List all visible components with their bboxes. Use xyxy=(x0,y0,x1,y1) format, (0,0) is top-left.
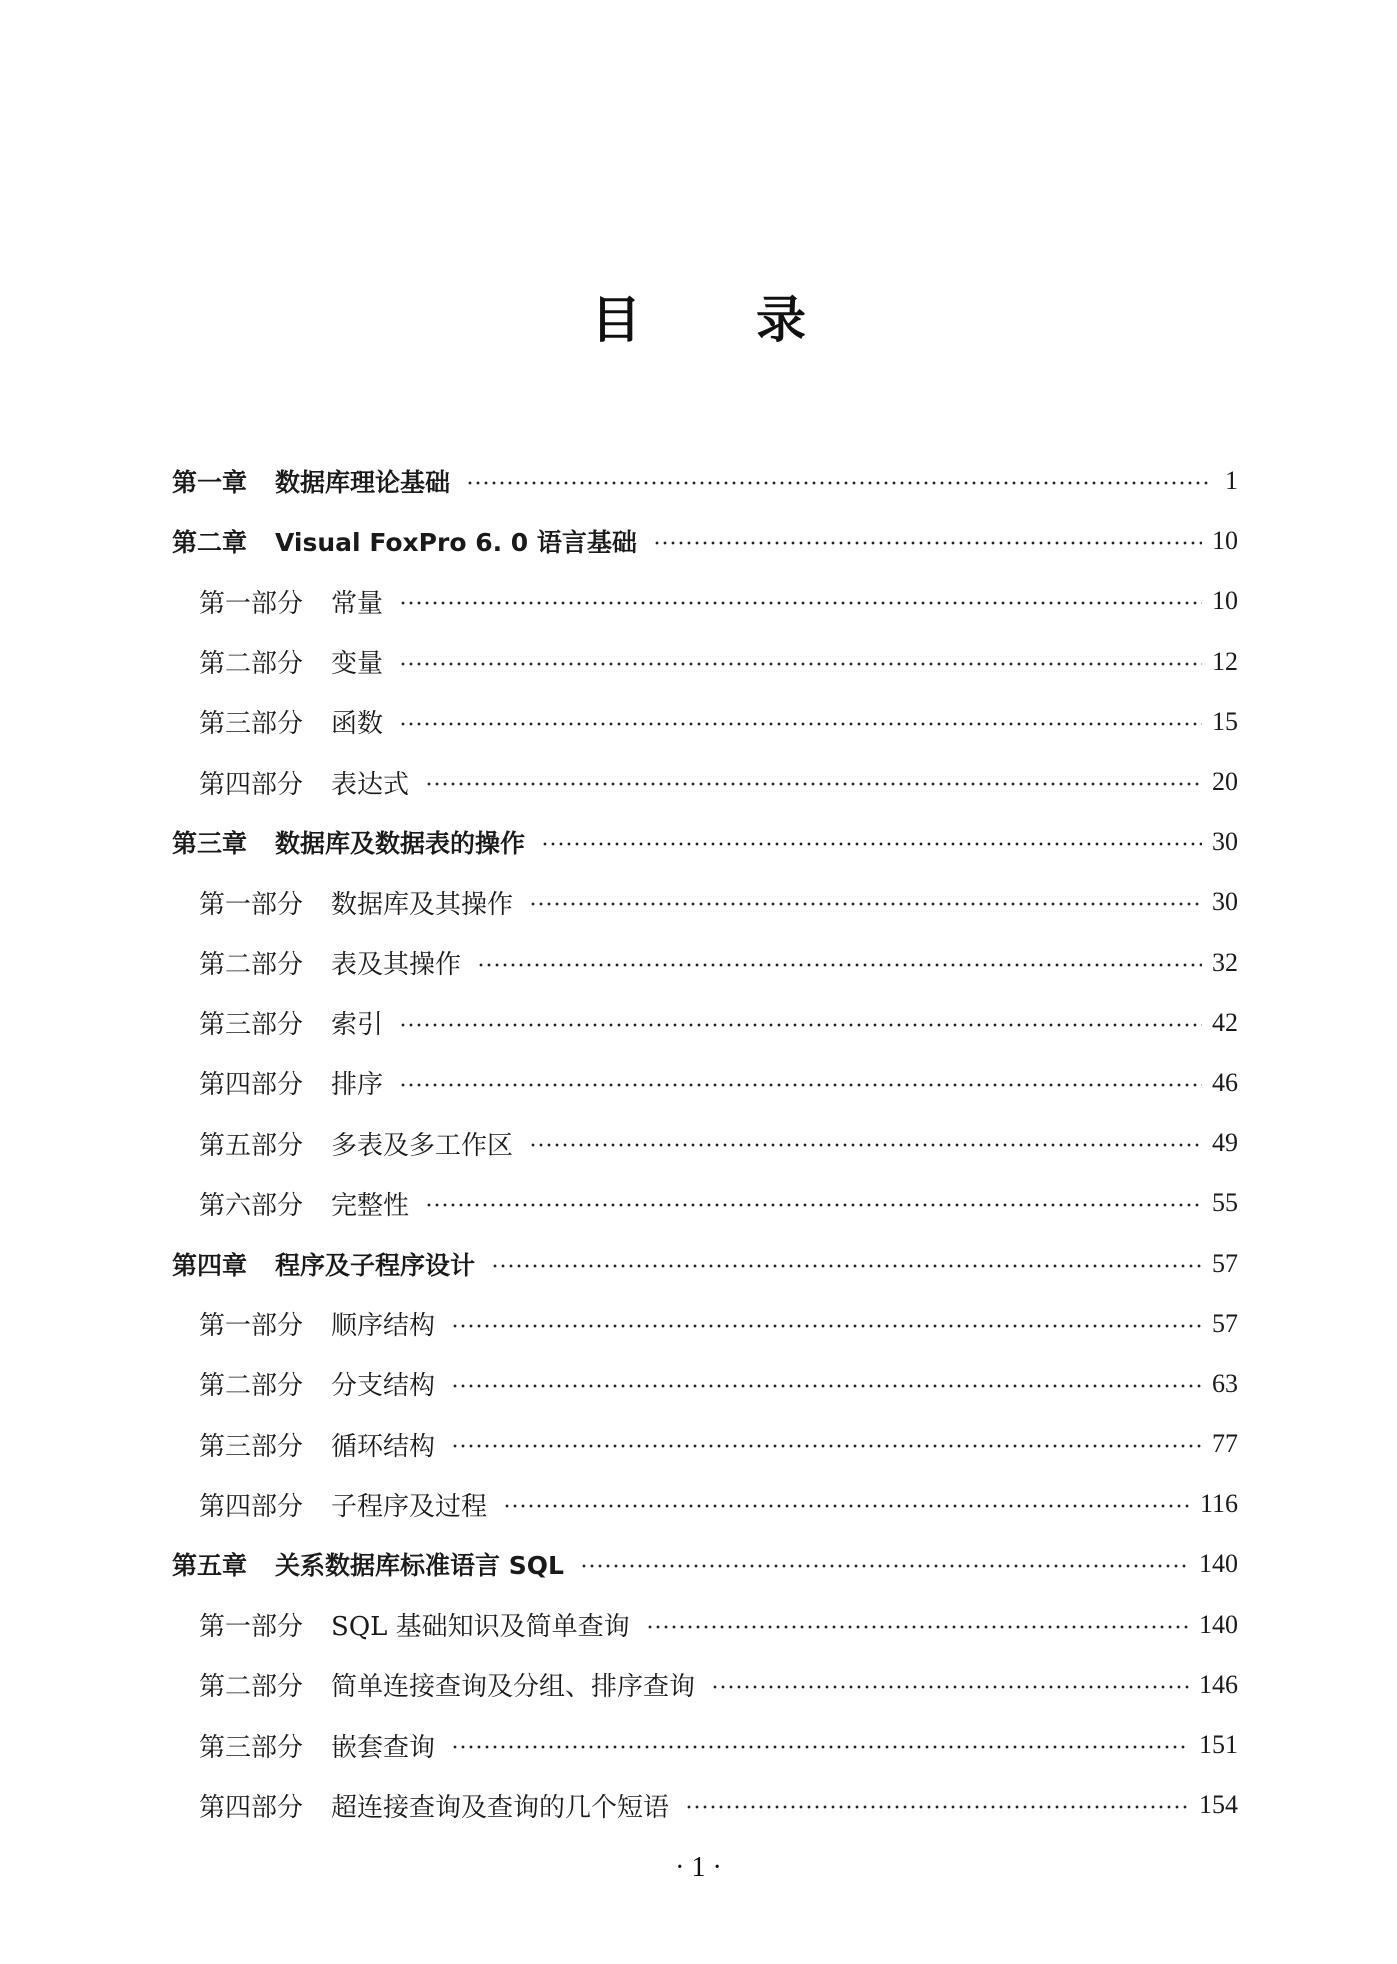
dot-leader xyxy=(477,963,1202,967)
toc-part-row[interactable] xyxy=(172,1354,1238,1414)
toc-entry-title: 数据库及其操作 xyxy=(331,889,514,920)
dot-leader xyxy=(451,1384,1202,1388)
toc-entry-title: 表及其操作 xyxy=(331,950,462,981)
toc-part-row[interactable] xyxy=(172,1595,1238,1655)
dot-leader xyxy=(653,541,1202,545)
toc-part-row[interactable] xyxy=(172,1294,1238,1354)
toc-entry-number: 第四部分 xyxy=(199,1792,304,1823)
page-title xyxy=(0,280,1397,352)
toc-page-number: 10 xyxy=(1212,586,1238,616)
toc-entry-number: 第三部分 xyxy=(199,1732,304,1763)
toc-chapter-row[interactable] xyxy=(172,511,1238,571)
toc-page-number: 12 xyxy=(1212,646,1238,676)
toc-page-number: 46 xyxy=(1212,1067,1238,1097)
toc-entry-number: 第一部分 xyxy=(199,1612,304,1643)
toc-page-number: 57 xyxy=(1212,1308,1238,1338)
dot-leader xyxy=(541,842,1202,846)
dot-leader xyxy=(451,1324,1202,1328)
toc-entry-title: 超连接查询及查询的几个短语 xyxy=(331,1792,670,1823)
toc-entry-title: 顺序结构 xyxy=(331,1311,436,1342)
toc-entry-number: 第四部分 xyxy=(199,1070,304,1101)
dot-leader xyxy=(425,1203,1202,1207)
dot-leader xyxy=(451,1444,1202,1448)
toc-page-number: 57 xyxy=(1212,1248,1238,1278)
toc-page-number: 32 xyxy=(1212,947,1238,977)
toc-entry-title: 简单连接查询及分组、排序查询 xyxy=(331,1672,696,1703)
title-char-2: 录 xyxy=(756,291,806,349)
toc-entry-number: 第一部分 xyxy=(199,1311,304,1342)
toc-entry-number: 第二部分 xyxy=(199,1371,304,1402)
page-footer-number: · 1 · xyxy=(675,1852,722,1883)
toc-part-row[interactable] xyxy=(172,571,1238,631)
toc-entry-number: 第二部分 xyxy=(199,950,304,981)
toc-page-number: 49 xyxy=(1212,1128,1238,1158)
toc-chapter-row[interactable] xyxy=(172,812,1238,872)
toc-page-number: 15 xyxy=(1212,706,1238,736)
toc-page-number: 146 xyxy=(1199,1669,1238,1699)
toc-page-number: 55 xyxy=(1212,1188,1238,1218)
title-char-1: 目 xyxy=(591,291,641,349)
toc-page-number: 154 xyxy=(1199,1790,1238,1820)
toc-part-row[interactable] xyxy=(172,872,1238,932)
toc-part-row[interactable] xyxy=(172,1053,1238,1113)
dot-leader xyxy=(529,902,1202,906)
toc-entry-title: 循环结构 xyxy=(331,1431,436,1462)
toc-page-number: 140 xyxy=(1199,1549,1238,1579)
dot-leader xyxy=(451,1745,1189,1749)
dot-leader xyxy=(711,1685,1189,1689)
toc-part-row[interactable] xyxy=(172,1113,1238,1173)
toc-part-row[interactable] xyxy=(172,692,1238,752)
toc-entry-title: Visual FoxPro 6. 0 语言基础 xyxy=(275,528,637,558)
dot-leader xyxy=(425,782,1202,786)
toc-entry-number: 第三部分 xyxy=(199,709,304,740)
toc-page-number: 140 xyxy=(1199,1609,1238,1639)
toc-page-number: 151 xyxy=(1199,1730,1238,1760)
toc-entry-number: 第三部分 xyxy=(199,1010,304,1041)
toc-entry-number: 第一章 xyxy=(172,468,248,498)
toc-entry-number: 第二章 xyxy=(172,528,248,558)
toc-page-number: 30 xyxy=(1212,827,1238,857)
toc-page-number: 42 xyxy=(1212,1007,1238,1037)
toc-part-row[interactable] xyxy=(172,752,1238,812)
toc-entry-title: 函数 xyxy=(331,709,384,740)
toc-page-number: 20 xyxy=(1212,767,1238,797)
toc-entry-title: 多表及多工作区 xyxy=(331,1130,514,1161)
toc-entry-number: 第六部分 xyxy=(199,1190,304,1221)
toc-entry-title: 子程序及过程 xyxy=(331,1491,488,1522)
dot-leader xyxy=(580,1564,1189,1568)
toc-page-number: 77 xyxy=(1212,1429,1238,1459)
toc-entry-title: 变量 xyxy=(331,649,384,680)
toc-page-number: 1 xyxy=(1225,466,1238,496)
toc-entry-title: 嵌套查询 xyxy=(331,1732,436,1763)
dot-leader xyxy=(399,601,1202,605)
toc-entry-number: 第四部分 xyxy=(199,1491,304,1522)
toc-entry-title: SQL 基础知识及简单查询 xyxy=(331,1612,630,1643)
toc-part-row[interactable] xyxy=(172,993,1238,1053)
toc-part-row[interactable] xyxy=(172,632,1238,692)
toc-entry-title: 完整性 xyxy=(331,1190,410,1221)
dot-leader xyxy=(399,662,1202,666)
toc-page-number: 116 xyxy=(1199,1489,1238,1519)
dot-leader xyxy=(529,1143,1202,1147)
toc-entry-number: 第二部分 xyxy=(199,649,304,680)
toc-entry-title: 数据库及数据表的操作 xyxy=(275,829,526,859)
toc-entry-title: 关系数据库标准语言 SQL xyxy=(275,1551,564,1581)
toc-entry-number: 第四部分 xyxy=(199,769,304,800)
toc-entry-title: 分支结构 xyxy=(331,1371,436,1402)
dot-leader xyxy=(466,481,1208,485)
toc-entry-title: 索引 xyxy=(331,1010,384,1041)
toc-entry-number: 第二部分 xyxy=(199,1672,304,1703)
toc-part-row[interactable] xyxy=(172,1775,1238,1835)
dot-leader xyxy=(399,722,1202,726)
toc-entry-number: 第一部分 xyxy=(199,889,304,920)
toc-part-row[interactable] xyxy=(172,1414,1238,1474)
toc-part-row[interactable] xyxy=(172,1173,1238,1233)
table-of-contents xyxy=(172,451,1238,1835)
toc-page-number: 30 xyxy=(1212,887,1238,917)
toc-page-number: 63 xyxy=(1212,1368,1238,1398)
toc-chapter-row[interactable] xyxy=(172,451,1238,511)
dot-leader xyxy=(503,1504,1190,1508)
toc-entry-title: 表达式 xyxy=(331,769,410,800)
toc-entry-number: 第一部分 xyxy=(199,588,304,619)
toc-entry-title: 程序及子程序设计 xyxy=(275,1250,476,1280)
dot-leader xyxy=(491,1264,1202,1268)
toc-part-row[interactable] xyxy=(172,1474,1238,1534)
toc-entry-number: 第三部分 xyxy=(199,1431,304,1462)
toc-entry-title: 排序 xyxy=(331,1070,384,1101)
toc-entry-number: 第五部分 xyxy=(199,1130,304,1161)
toc-entry-number: 第五章 xyxy=(172,1551,248,1581)
toc-entry-title: 常量 xyxy=(331,588,384,619)
toc-entry-number: 第三章 xyxy=(172,829,248,859)
toc-chapter-row[interactable] xyxy=(172,1534,1238,1594)
toc-page-number: 10 xyxy=(1212,526,1238,556)
dot-leader xyxy=(685,1805,1189,1809)
dot-leader xyxy=(399,1023,1202,1027)
dot-leader xyxy=(646,1625,1189,1629)
toc-part-row[interactable] xyxy=(172,1655,1238,1715)
toc-part-row[interactable] xyxy=(172,1715,1238,1775)
toc-entry-title: 数据库理论基础 xyxy=(275,468,451,498)
toc-part-row[interactable] xyxy=(172,933,1238,993)
toc-entry-number: 第四章 xyxy=(172,1250,248,1280)
toc-chapter-row[interactable] xyxy=(172,1233,1238,1293)
dot-leader xyxy=(399,1083,1202,1087)
